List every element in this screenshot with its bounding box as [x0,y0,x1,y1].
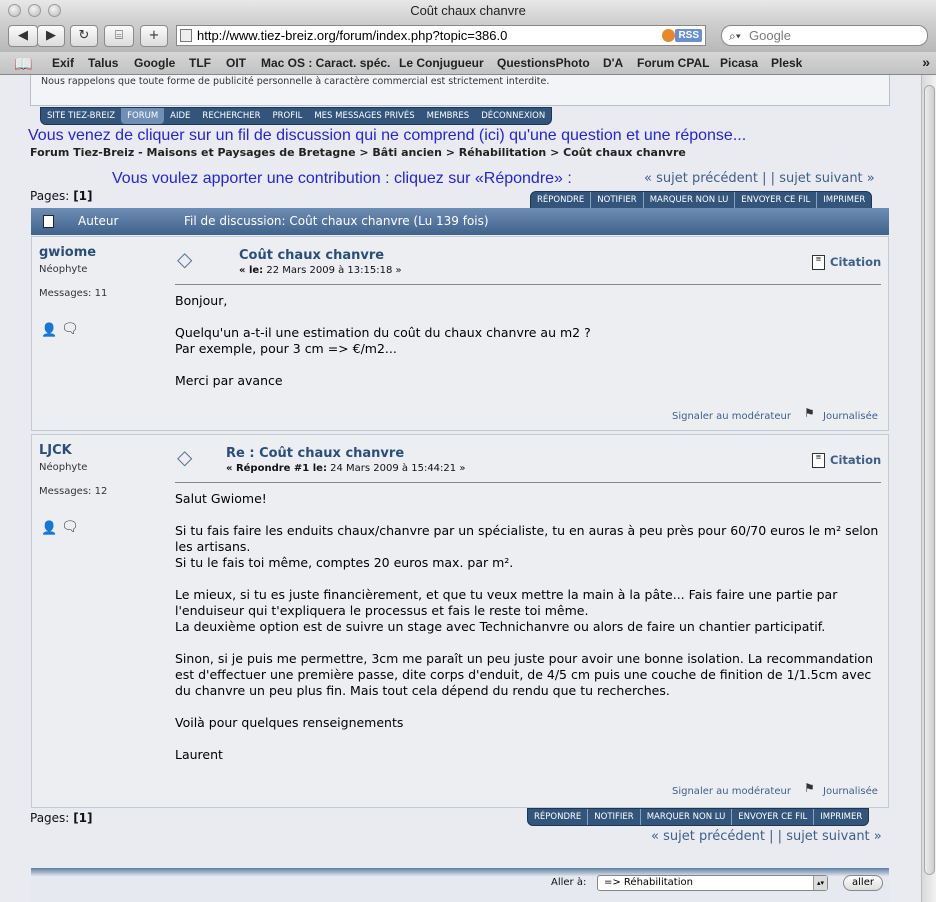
post-author[interactable]: LJCK [39,443,72,458]
more-bookmarks-icon[interactable]: » [922,54,930,70]
next-subject-link[interactable]: sujet suivant » [779,171,875,186]
page-favicon-icon [180,29,192,42]
main-nav [40,107,552,125]
page-content [0,75,936,902]
print-button[interactable]: IMPRIMER [820,812,863,822]
private-message-icon[interactable]: 🗨 [61,321,79,337]
private-message-icon[interactable]: 🗨 [61,519,79,535]
bookmarks-book-icon[interactable]: 📖 [14,56,33,73]
bookmark-item[interactable]: Plesk [771,56,803,70]
plus-icon: + [148,28,160,43]
send-thread-button[interactable]: ENVOYER CE FIL [735,192,817,208]
post-date-value: 24 Mars 2009 à 15:44:21 » [326,463,466,474]
bookmark-item[interactable]: Picasa [720,56,759,70]
page-current: [1] [73,189,93,203]
goto-select[interactable] [597,875,828,891]
nav-members[interactable]: MEMBRES [426,111,470,121]
profile-icon[interactable]: 👤 [41,521,58,536]
logged-ip-icon: ⚑ [804,406,815,420]
profile-icon[interactable]: 👤 [41,323,58,338]
send-thread-button[interactable]: ENVOYER CE FIL [732,809,814,825]
url-text: http://www.tiez-breiz.org/forum/index.php?topic=386.0 [197,28,508,43]
reload-indicator-icon[interactable] [662,29,675,42]
actions-bar-top [530,191,872,209]
pagination-bottom [30,811,93,825]
close-window-button[interactable] [8,4,21,17]
thread-doc-icon [43,215,54,228]
goto-button[interactable]: aller [843,875,883,891]
post-body: Salut Gwiome! Si tu fais faire les enduits chaux/chanvre par un spécialiste, tu en auras à peu près pour 60/70 euros le m² selon les artisans. Si tu le fais toi même, comptes 20 euros max. par m². Le mieux, si tu es juste financièrement, et que tu veux mettre la main à la pâte... Fais faire une partie par l'enduiseur qui t'expliquera le processus et fais le reste toi même. La deuxième option est de suivre un stage avec Technichanvre ou alors de faire un chantier participatif. Sinon, si je puis me permettre, 3cm me paraît un peu juste pour avoir une bonne isolation. La recommandation est d'effectuer une première passe, dite corps d'enduit, de 4/5 cm puis une couche de finition de 1/1.5cm avec du chanvre un peu plus fin. Mais tout cela dépend du rendu que tu recherches. Voilà pour quelques renseignements Laurent [175,491,879,762]
add-bookmark-button[interactable] [140,25,168,47]
post-topic-icon: ◇ [177,247,193,271]
post [31,434,889,808]
thread-title: Fil de discussion: Coût chaux chanvre (Lu 139 fois) [184,214,489,228]
nav-messages[interactable]: MES MESSAGES PRIVÉS [314,111,415,121]
post-topic-icon: ◇ [177,445,193,469]
pagination-top [30,189,93,203]
nav-profile[interactable]: PROFIL [272,111,303,121]
back-button[interactable] [8,25,38,47]
post-author[interactable]: gwiome [39,245,97,260]
reply-button[interactable]: RÉPONDRE [531,192,591,208]
window-title: Coût chaux chanvre [410,3,526,18]
nav-site[interactable]: SITE TIEZ-BREIZ [47,111,116,121]
subject-nav-sep: | [762,171,767,186]
pages-label: Pages: [30,189,70,203]
bookmark-item[interactable]: Mac OS : Caract. spéc. [261,56,391,70]
post [31,236,889,431]
print-button[interactable]: IMPRIMER [823,195,866,205]
bookmark-item[interactable]: Exif [52,56,75,70]
post-divider [175,284,881,285]
back-arrow-icon: ◀ [18,28,28,43]
post-author-rank: Néophyte [39,264,88,275]
thread-header [31,208,889,235]
actions-bar-bottom [527,808,869,826]
nav-forum[interactable]: FORUM [121,108,164,124]
bookmark-item[interactable]: D'A [603,56,624,70]
author-column-label: Auteur [78,214,119,228]
bookmark-item[interactable]: Talus [88,56,119,70]
reload-button[interactable] [70,25,98,47]
logged-label: Journalisée [823,786,878,797]
post-body: Bonjour, Quelqu'un a-t-il une estimation du coût du chaux chanvre au m2 ? Par exemple, pour 3 cm => €/m2... Merci par avance [175,293,591,388]
logged-label: Journalisée [823,411,878,422]
report-moderator-link[interactable]: Signaler au modérateur [672,411,791,422]
bookmark-item[interactable]: TLF [189,56,211,70]
annotation-reply: Vous voulez apporter une contribution : cliquez sur «Répondre» : [112,170,572,187]
quote-icon[interactable]: ≡ [812,453,825,468]
bookmark-item[interactable]: OIT [226,56,246,70]
bookmark-item[interactable]: QuestionsPhoto [497,56,590,70]
nav-search[interactable]: RECHERCHER [202,111,261,121]
nav-help[interactable]: AIDE [170,111,191,121]
forward-arrow-icon: ▶ [46,28,56,43]
window-titlebar [0,0,936,22]
forward-button[interactable] [37,25,65,47]
post-author-rank: Néophyte [39,462,88,473]
post-date-prefix: « Répondre #1 le: [226,463,327,474]
snapback-icon: ⌸ [115,28,123,43]
goto-label: Aller à: [551,877,587,888]
prev-subject-link[interactable]: « sujet précédent [644,171,758,186]
quote-button[interactable]: Citation [830,255,882,269]
post-author-messages: Messages: 11 [39,288,108,299]
reload-icon: ↻ [78,28,90,43]
notice-box [30,75,890,106]
address-field[interactable] [176,25,706,46]
pages-label: Pages: [30,811,70,825]
select-arrows-icon: ▴▾ [813,876,827,890]
next-subject-link[interactable]: sujet suivant » [786,829,882,844]
minimize-window-button[interactable] [28,4,41,17]
post-title[interactable]: Re : Coût chaux chanvre [226,446,405,461]
nav-logout[interactable]: DÉCONNEXION [481,111,546,121]
bookmarks-bar [0,52,936,75]
bookmark-item[interactable]: Google [134,56,176,70]
mark-unread-button[interactable]: MARQUER NON LU [644,192,736,208]
mark-unread-button[interactable]: MARQUER NON LU [641,809,733,825]
goto-selected: => Réhabilitation [604,877,693,888]
bookmark-item[interactable]: Le Conjugueur [399,56,484,70]
post-date-value: 22 Mars 2009 à 13:15:18 » [263,265,402,276]
page-current: [1] [73,811,93,825]
subject-nav-sep: | [770,171,776,186]
subject-nav-sep: | [777,829,783,844]
logged-ip-icon: ⚑ [804,781,815,795]
notice-text: Nous rappelons que toute forme de publicité personnelle à caractère commercial est strictement interdite. [41,76,550,87]
subject-nav-sep: | [769,829,774,844]
post-title[interactable]: Coût chaux chanvre [239,248,385,263]
post-author-messages: Messages: 12 [39,486,108,497]
subject-nav-bottom [651,829,882,844]
post-date [239,265,402,276]
bookmark-item[interactable]: Forum CPAL [637,56,710,70]
annotation-top: Vous venez de cliquer sur un fil de discussion qui ne comprend (ici) qu'une question et une réponse... [28,127,747,144]
notify-button[interactable]: NOTIFIER [591,192,643,208]
snapback-button[interactable] [104,25,134,47]
breadcrumb[interactable]: Forum Tiez-Breiz - Maisons et Paysages de Bretagne > Bâti ancien > Réhabilitation > Coût chaux chanvre [30,146,686,159]
search-input[interactable] [721,25,928,46]
reply-button[interactable]: RÉPONDRE [528,809,588,825]
zoom-window-button[interactable] [48,4,61,17]
post-divider [175,482,881,483]
rss-button[interactable]: RSS [675,29,702,42]
quote-icon[interactable]: ≡ [812,255,825,270]
vertical-scrollbar[interactable] [921,75,936,902]
search-icon: ⌕▾ [729,29,741,43]
prev-subject-link[interactable]: « sujet précédent [651,829,765,844]
subject-nav-top [644,171,875,186]
report-moderator-link[interactable]: Signaler au modérateur [672,786,791,797]
quote-button[interactable]: Citation [830,453,882,467]
notify-button[interactable]: NOTIFIER [588,809,640,825]
post-date-prefix: « le: [239,265,264,276]
search-placeholder: Google [749,28,791,43]
post-date [226,463,465,474]
scrollbar-thumb[interactable] [924,85,935,875]
